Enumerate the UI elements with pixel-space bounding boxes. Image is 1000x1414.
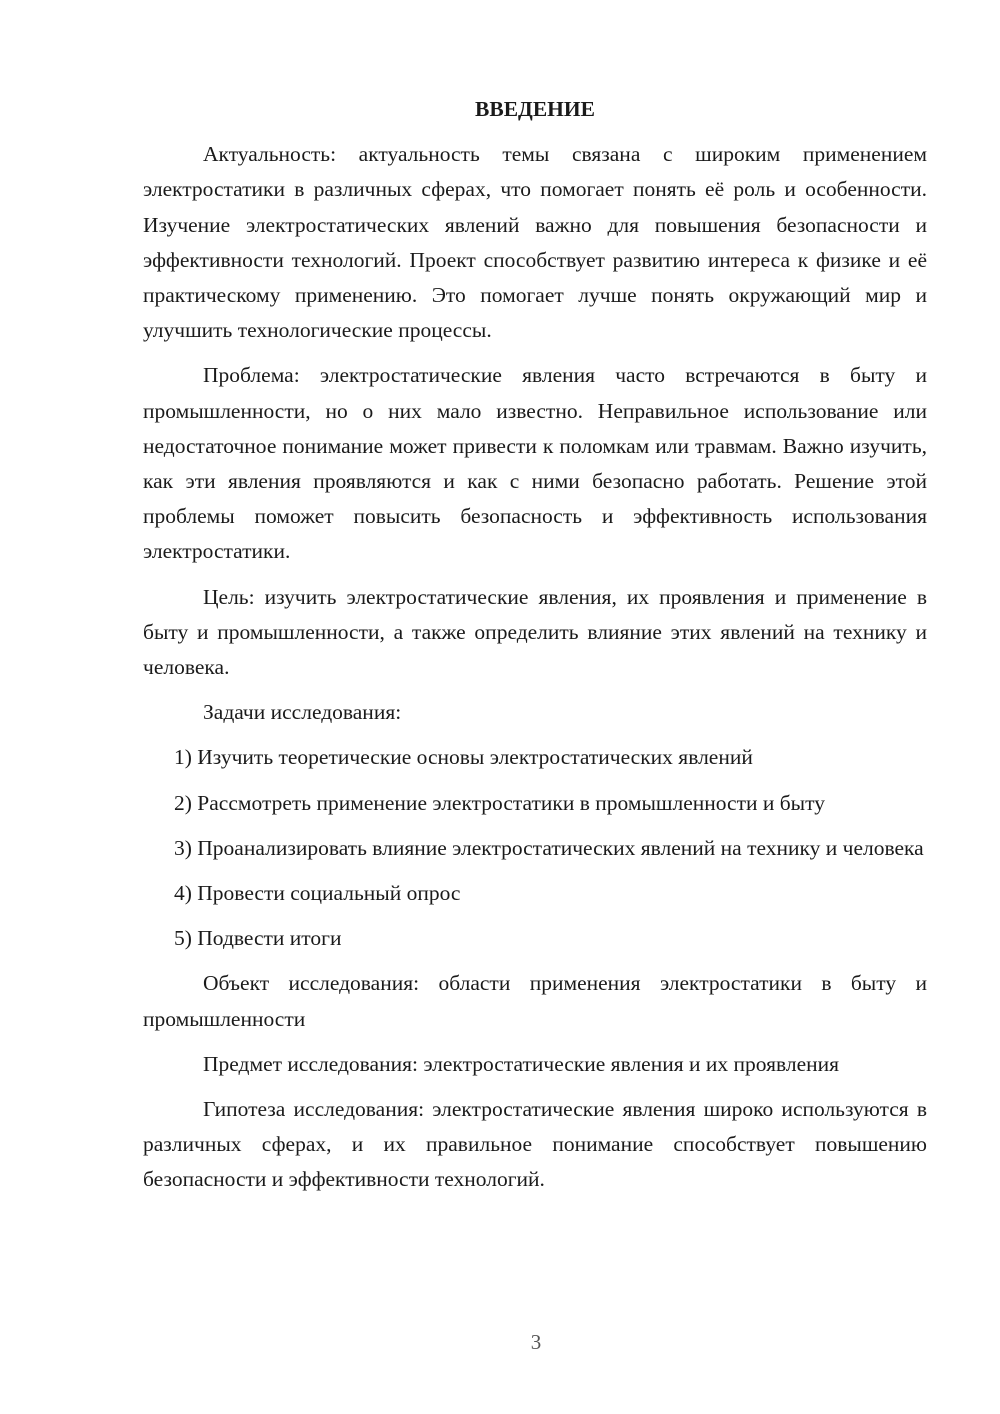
page-content (143, 92, 927, 1198)
list-item: 2) Рассмотреть применение электростатики в промышленности и быту (174, 790, 825, 815)
page-title: ВВЕДЕНИЕ (475, 97, 595, 121)
list-item: 4) Провести социальный опрос (174, 881, 461, 906)
paragraph-goal: Цель: изучить электростатические явления, их проявления и применение в быту и промышленности, а также определить влияние этих явлений на технику и человека. (143, 584, 927, 680)
list-item: 1) Изучить теоретические основы электростатических явлений (174, 745, 753, 770)
list-item: 5) Подвести итоги (174, 926, 342, 951)
paragraph-hypothesis: Гипотеза исследования: электростатические явления широко используются в различных сферах, и их правильное понимание способствует повышению безопасности и эффективности технологий. (143, 1097, 927, 1192)
paragraph-problem: Проблема: электростатические явления часто встречаются в быту и промышленности, но о них мало известно. Неправильное использование или недостаточное понимание может привести к поломкам или травмам. Важно изучить, как эти явления проявляются и как с ними безопасно работать. Решение этой проблемы поможет повысить безопасность и эффективность использования электростатики. (143, 363, 927, 564)
tasks-heading: Задачи исследования: (203, 700, 402, 725)
page-number: 3 (530, 1330, 542, 1354)
paragraph-subject: Предмет исследования: электростатические явления и их проявления (203, 1051, 840, 1076)
paragraph-relevance: Актуальность: актуальность темы связана с широким применением электростатики в различных сферах, что помогает понять её роль и особенности. Изучение электростатических явлений важно для повышения безопасности и эффективности технологий. Проект способствует развитию интереса к физике и её практическому применению. Это помогает лучше понять окружающий мир и улучшить технологические процессы. (143, 142, 927, 343)
paragraph-object: Объект исследования: области применения электростатики в быту и промышленности (143, 971, 927, 1031)
list-item: 3) Проанализировать влияние электростатических явлений на технику и человека (174, 835, 924, 860)
